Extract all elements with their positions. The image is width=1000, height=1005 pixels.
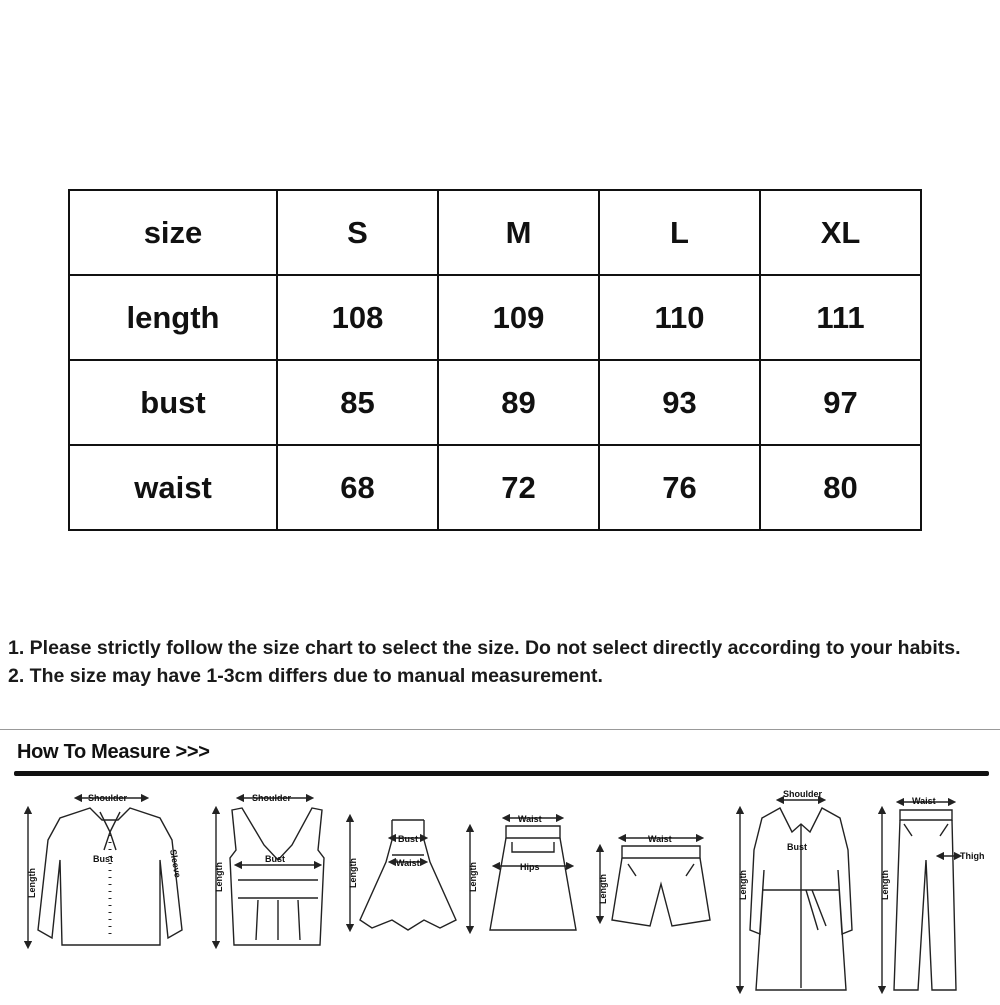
size-notes (8, 634, 993, 690)
label-waist: Waist (518, 814, 542, 824)
table-cell: 68 (277, 445, 438, 530)
note-line-2: 2. The size may have 1-3cm differs due to manual measurement. (8, 665, 603, 687)
label-length: Length (27, 868, 37, 898)
header-cell-size: size (69, 190, 277, 275)
header-cell-l: L (599, 190, 760, 275)
trousers-diagram (880, 796, 985, 990)
dress-diagram (348, 818, 456, 930)
table-cell: 76 (599, 445, 760, 530)
row-label: waist (69, 445, 277, 530)
label-length: Length (598, 874, 608, 904)
label-shoulder: Shoulder (88, 793, 128, 803)
table-cell: 89 (438, 360, 599, 445)
label-length: Length (738, 870, 748, 900)
label-shoulder: Shoulder (783, 789, 823, 799)
label-length: Length (468, 862, 478, 892)
label-hips: Hips (520, 862, 540, 872)
table-cell: 72 (438, 445, 599, 530)
header-cell-s: S (277, 190, 438, 275)
header-cell-m: M (438, 190, 599, 275)
label-waist: Waist (912, 796, 936, 806)
label-bust: Bust (93, 854, 113, 864)
label-thigh: Thigh (960, 851, 985, 861)
label-length: Length (214, 862, 224, 892)
label-sleeve: Sleeve (168, 848, 183, 879)
label-shoulder: Shoulder (252, 793, 292, 803)
label-length: Length (880, 870, 890, 900)
vest-diagram (214, 793, 324, 945)
table-row-bust (69, 360, 921, 445)
table-row-length (69, 275, 921, 360)
how-to-measure-title: How To Measure >>> (17, 741, 210, 763)
section-rule (14, 771, 989, 776)
blouse-diagram (27, 793, 183, 945)
table-cell: 93 (599, 360, 760, 445)
table-header-row (69, 190, 921, 275)
table-row-waist (69, 445, 921, 530)
label-waist: Waist (648, 834, 672, 844)
note-line-1: 1. Please strictly follow the size chart to select the size. Do not select directly according to your habits. (8, 637, 961, 659)
row-label: length (69, 275, 277, 360)
label-bust: Bust (265, 854, 285, 864)
coat-diagram (738, 789, 852, 990)
label-waist: Waist (396, 858, 420, 868)
table-cell: 97 (760, 360, 921, 445)
table-cell: 109 (438, 275, 599, 360)
header-cell-xl: XL (760, 190, 921, 275)
table-cell: 80 (760, 445, 921, 530)
label-length: Length (348, 858, 358, 888)
shorts-diagram (598, 834, 710, 926)
measurement-diagrams (0, 780, 1000, 1000)
skirt-diagram (468, 814, 576, 930)
divider (0, 729, 1000, 730)
table-cell: 108 (277, 275, 438, 360)
table-cell: 110 (599, 275, 760, 360)
row-label: bust (69, 360, 277, 445)
table-cell: 111 (760, 275, 921, 360)
label-bust: Bust (398, 834, 418, 844)
label-bust: Bust (787, 842, 807, 852)
size-chart-table (68, 189, 922, 531)
table-cell: 85 (277, 360, 438, 445)
